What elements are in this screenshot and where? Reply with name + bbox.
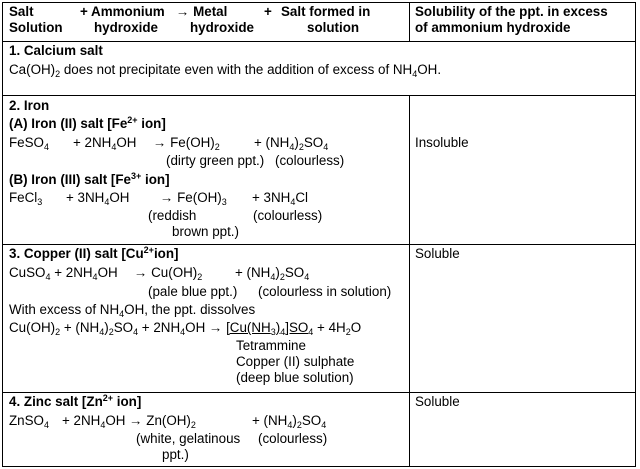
copper-complex-name: Tetrammine Copper (II) sulphate (deep blue solution) (236, 338, 355, 385)
iron-ii-reactant-salt: FeSO$_4$ (9, 135, 49, 152)
iron-iii-product-hydroxide: → $Fe(OH)_3$ (160, 190, 227, 207)
iron-iii-note-ppt: (reddish brown ppt.) (148, 208, 239, 239)
copper-complex-equation: $Cu(OH)_2 + (NH_4)_2SO_4 + 2NH_4OH \to [Cu(NH_3)_4]SO_4 + 4H_2O$ (9, 320, 362, 337)
iron-ii-note-ppt: (dirty green ppt.) (166, 153, 265, 168)
copper-reactants: CuSO$_4$ + $2NH_4OH$ (9, 265, 118, 282)
copper-title: 3. Copper (II) salt $[Cu^{2+}ion]$ (9, 245, 179, 261)
iron-ii-product-salt: + $(NH_4)_2SO_4$ (254, 135, 329, 152)
copper-note-solution: (colourless in solution) (258, 284, 392, 299)
iron-ii-product-hydroxide: → $Fe(OH)_2$ (153, 135, 220, 152)
copper-product-hydroxide: → $Cu(OH)_2$ (134, 265, 203, 282)
calcium-title: 1. Calcium salt (9, 43, 103, 58)
iron-title: 2. Iron (9, 98, 50, 113)
iron-ii-reactant-base: + $2NH_4OH$ (73, 135, 137, 152)
header-solubility: Solubility of the ppt. in excess of ammonium hydroxide (415, 4, 608, 35)
header-salt-formed: Salt formed in solution (281, 4, 371, 35)
copper-note-ppt: (pale blue ppt.) (148, 284, 238, 299)
iron-solubility: Insoluble (415, 135, 469, 150)
column-divider (409, 3, 410, 41)
header-metal-hydroxide: → Metal hydroxide (176, 4, 254, 35)
zinc-reactant-salt: ZnSO$_4$ (9, 413, 49, 430)
zinc-product-salt: + $(NH_4)_2SO_4$ (252, 413, 327, 430)
row-divider (3, 392, 635, 393)
row-divider (3, 244, 635, 245)
iron-ii-title: (A) Iron (II) salt [$Fe^{2+}$ ion] (9, 115, 166, 131)
copper-product-salt: + $(NH_4)_2SO_4$ (235, 265, 310, 282)
column-divider (409, 95, 410, 466)
header-salt-solution: Salt Solution (9, 4, 63, 35)
iron-iii-reactant-salt: FeCl$_3$ (9, 190, 43, 207)
zinc-title: 4. Zinc salt [$Zn^{2+}$ ion] (9, 393, 142, 409)
copper-complex-formula: $[Cu(NH_3)_4]SO_4$ (226, 320, 314, 337)
copper-excess-text: With excess of $NH_4OH$, the ppt. dissolves (9, 302, 256, 319)
row-divider (3, 95, 635, 96)
iron-ii-note-solution: (colourless) (275, 153, 345, 168)
copper-solubility: Soluble (415, 246, 460, 261)
zinc-note-ppt: (white, gelatinous ppt.) (136, 431, 241, 462)
iron-iii-product-salt: + $3NH_4Cl$ (252, 190, 308, 207)
iron-iii-note-solution: (colourless) (253, 208, 323, 223)
header-ammonium-hydroxide: + Ammonium hydroxide (80, 4, 165, 35)
zinc-solubility: Soluble (415, 394, 460, 409)
zinc-note-solution: (colourless) (258, 431, 328, 446)
iron-iii-reactant-base: + $3NH_4OH$ (66, 190, 130, 207)
calcium-description: $Ca(OH)_2$ does not precipitate even with the addition of excess of $NH_4OH$. (9, 62, 442, 79)
row-divider (3, 41, 635, 42)
zinc-equation: + $2NH_4OH \to Zn(OH)_2$ (62, 413, 196, 430)
header-plus: + (264, 4, 272, 19)
iron-iii-title: (B) Iron (III) salt [$Fe^{3+}$ ion] (9, 171, 170, 187)
